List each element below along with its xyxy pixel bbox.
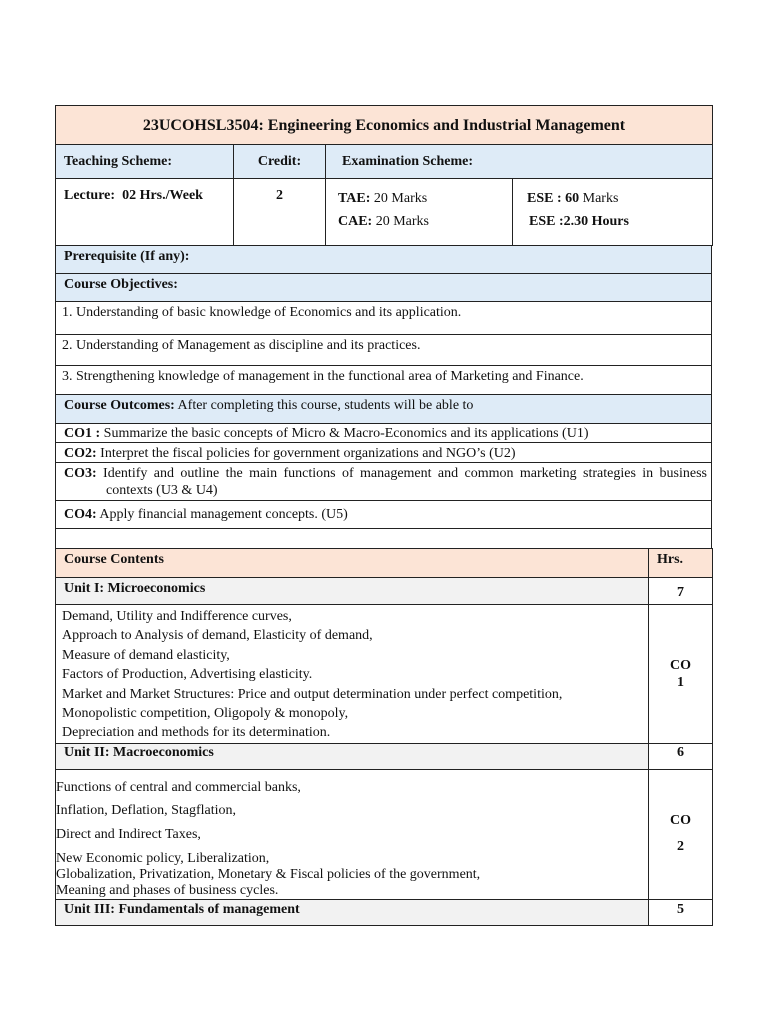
unit-3-hours: 5 [649, 899, 713, 925]
tae-cae-cell: TAE: 20 Marks CAE: 20 Marks [326, 179, 513, 246]
contents-label: Course Contents [56, 549, 649, 578]
outcome-co1: CO1 : Summarize the basic concepts of Micro & Macro-Economics and its applications (U1) [56, 424, 712, 443]
topic-line: Globalization, Privatization, Monetary & Fiscal policies of the government, [56, 866, 481, 882]
contents-table [55, 548, 713, 926]
objectives-table [55, 245, 712, 549]
outcome-co2: CO2: Interpret the fiscal policies for government organizations and NGO’s (U2) [56, 443, 712, 463]
spacer-row [56, 529, 712, 549]
unit-1-topics [56, 605, 649, 744]
outcome-co3: CO3: Identify and outline the main functions of management and common marketing strategies in business contexts (U3 & U4) [56, 463, 712, 501]
topic-line: Monopolistic competition, Oligopoly & monopoly, [62, 706, 349, 722]
teaching-scheme-label: Teaching Scheme: [56, 145, 234, 179]
outcome-co4: CO4: Apply financial management concepts. (U5) [56, 501, 712, 529]
outcomes-intro: Course Outcomes: After completing this course, students will be able to [56, 395, 712, 424]
unit-2-hours: 6 [649, 743, 713, 769]
unit-1-title: Unit I: Microeconomics [56, 578, 649, 605]
unit-1-hours: 7 [649, 578, 713, 605]
scheme-table [55, 105, 713, 246]
topic-line: Measure of demand elasticity, [62, 647, 230, 663]
syllabus-page [55, 105, 712, 926]
objective-item: 1. Understanding of basic knowledge of Economics and its application. [56, 302, 712, 335]
exam-scheme-label: Examination Scheme: [326, 145, 713, 179]
objectives-label: Course Objectives: [56, 274, 712, 302]
unit-3-title: Unit III: Fundamentals of management [56, 899, 649, 925]
topic-line: Direct and Indirect Taxes, [56, 826, 201, 842]
objective-item: 3. Strengthening knowledge of management in the functional area of Marketing and Finance. [56, 366, 712, 395]
topic-line: New Economic policy, Liberalization, [56, 850, 270, 866]
topic-line: Meaning and phases of business cycles. [56, 882, 279, 898]
prerequisite-label: Prerequisite (If any): [56, 246, 712, 274]
topic-line: Demand, Utility and Indifference curves, [62, 609, 292, 624]
credit-value: 2 [234, 179, 326, 246]
topic-line: Approach to Analysis of demand, Elasticity of demand, [62, 628, 373, 644]
topic-line: Functions of central and commercial banks, [56, 779, 301, 795]
lecture-cell: Lecture: 02 Hrs./Week [56, 179, 234, 246]
topic-line: Factors of Production, Advertising elasticity. [62, 667, 313, 683]
unit-1-co: CO 1 [649, 605, 713, 744]
credit-label: Credit: [234, 145, 326, 179]
hrs-label: Hrs. [649, 549, 713, 578]
objective-item: 2. Understanding of Management as discipline and its practices. [56, 335, 712, 366]
unit-2-co: CO 2 [649, 769, 713, 899]
unit-2-topics [56, 769, 649, 899]
course-title: 23UCOHSL3504: Engineering Economics and Industrial Management [56, 106, 713, 145]
ese-cell: ESE : 60 Marks ESE :2.30 Hours [513, 179, 713, 246]
unit-2-title: Unit II: Macroeconomics [56, 743, 649, 769]
topic-line: Inflation, Deflation, Stagflation, [56, 802, 237, 818]
topic-line: Depreciation and methods for its determination. [62, 725, 331, 741]
topic-line: Market and Market Structures: Price and output determination under perfect competition, [62, 686, 563, 702]
